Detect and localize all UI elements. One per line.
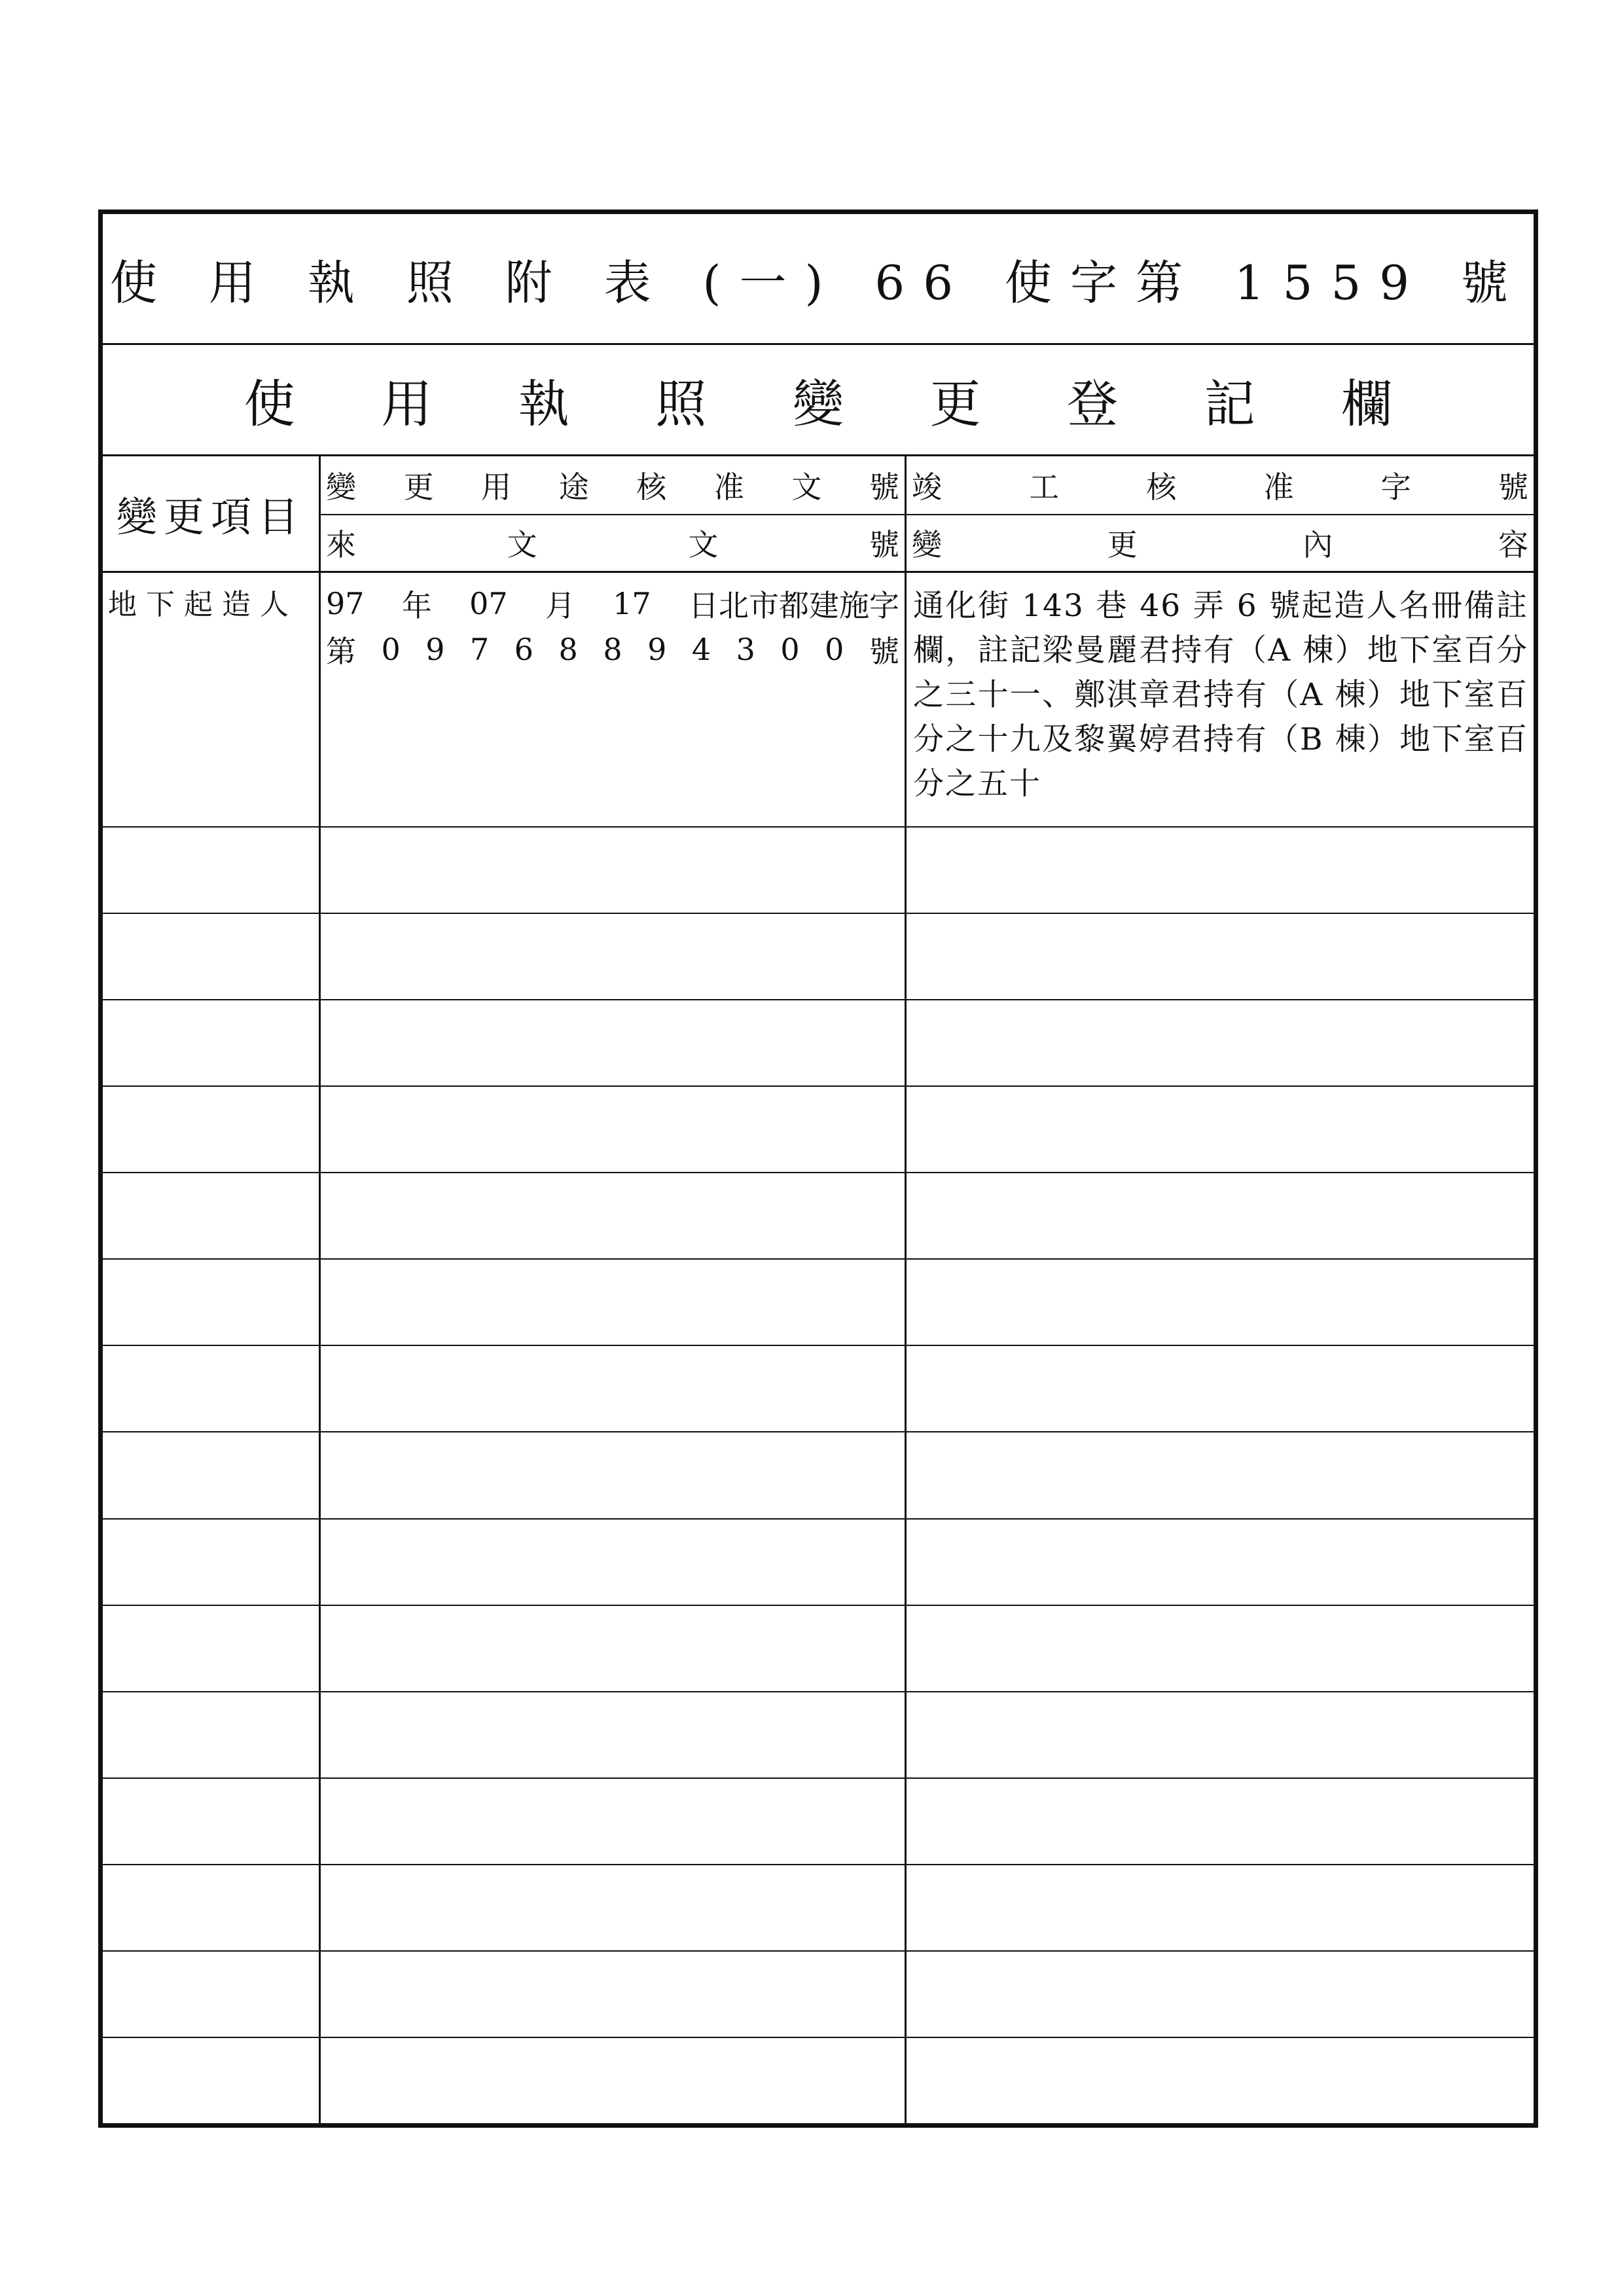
header-char: 途: [558, 469, 589, 505]
section-header-char: 記: [1204, 374, 1255, 434]
row-divider: [103, 1691, 1534, 1692]
header-char: 文: [791, 469, 822, 505]
header-char: 容: [1498, 526, 1528, 562]
header-char: 號: [869, 469, 899, 505]
header-char: 核: [1146, 469, 1177, 505]
form-title: 使 用 執 照 附 表 (一) 66 使字第 1559 號: [103, 214, 1534, 345]
entry-number-part: 3: [736, 632, 755, 667]
entry-number-part: 0: [780, 632, 800, 667]
entry-number-part: 0: [825, 632, 844, 667]
column-divider: [319, 456, 321, 2123]
header-char: 內: [1303, 526, 1333, 562]
row-divider: [103, 1950, 1534, 1952]
entry-change-item: 地下起造人: [108, 588, 298, 621]
header-char: 工: [1029, 469, 1060, 505]
header-char: 核: [636, 469, 667, 505]
header-char: 文: [688, 526, 719, 562]
header-char: 號: [869, 526, 899, 562]
entry-date-line: [321, 581, 905, 627]
header-source-number: [321, 514, 905, 571]
row-divider: [103, 1085, 1534, 1087]
section-header-char: 欄: [1341, 374, 1393, 434]
header-char: 變: [912, 526, 942, 562]
entry-date-part: 年: [401, 588, 432, 623]
header-char: 更: [1107, 526, 1138, 562]
column-divider: [905, 456, 907, 2123]
header-char: 准: [713, 469, 744, 505]
entry-number-part: 0: [381, 632, 401, 667]
section-header-char: 執: [518, 374, 569, 434]
section-header: [103, 345, 1534, 456]
row-divider: [103, 2037, 1534, 2038]
header-char: 變: [326, 469, 356, 505]
header-char: 來: [326, 526, 356, 562]
entry-number-part: 7: [470, 632, 490, 667]
entry-date-part: 17: [613, 586, 651, 621]
row-divider: [103, 1172, 1534, 1173]
entry-number-part: 8: [558, 632, 578, 667]
section-header-char: 用: [381, 374, 433, 434]
entry-number-part: 6: [514, 632, 534, 667]
header-change-content: [907, 514, 1534, 571]
license-form: [98, 210, 1538, 2128]
header-bottom-border: [103, 571, 1534, 573]
entry-number-part: 4: [691, 632, 711, 667]
header-char: 用: [481, 469, 512, 505]
header-char: 准: [1263, 469, 1294, 505]
row-divider: [103, 1777, 1534, 1779]
row-divider: [103, 1431, 1534, 1432]
header-completion-number: [907, 456, 1534, 514]
header-char: 文: [507, 526, 537, 562]
section-header-char: 使: [243, 374, 295, 434]
entry-date-part: 日北市都建施字: [688, 588, 899, 623]
header-char: 號: [1498, 469, 1528, 505]
row-divider: [103, 1258, 1534, 1260]
row-divider: [103, 826, 1534, 828]
entry-number-part: 9: [425, 632, 445, 667]
row-divider: [103, 913, 1534, 914]
header-char: 字: [1380, 469, 1411, 505]
entry-number-part: 9: [647, 632, 667, 667]
header-approval-number: [321, 456, 905, 514]
entry-document-number: [321, 627, 905, 672]
section-header-char: 更: [929, 374, 981, 434]
row-divider: [103, 1345, 1534, 1346]
entry-date-part: 月: [545, 588, 575, 623]
section-header-char: 登: [1067, 374, 1119, 434]
header-change-item: 變更項目: [116, 493, 305, 541]
row-divider: [103, 1864, 1534, 1865]
row-divider: [103, 1518, 1534, 1520]
header-char: 竣: [912, 469, 942, 505]
entry-date-part: 07: [469, 586, 508, 621]
entry-date-part: 97: [326, 586, 365, 621]
entry-number-part: 第: [326, 634, 356, 669]
section-header-char: 變: [792, 374, 844, 434]
header-char: 更: [403, 469, 434, 505]
row-divider: [103, 1605, 1534, 1606]
section-header-char: 照: [655, 374, 707, 434]
entry-number-part: 8: [603, 632, 622, 667]
row-divider: [103, 999, 1534, 1000]
entry-change-content: 通化街 143 巷 46 弄 6 號起造人名冊備註欄，註記梁曼麗君持有（A 棟）地下室百分之三十一、鄭淇章君持有（A 棟）地下室百分之十九及黎翼婷君持有（B 棟）地下室百分之五十: [913, 588, 1528, 802]
entry-number-part: 號: [869, 634, 899, 669]
